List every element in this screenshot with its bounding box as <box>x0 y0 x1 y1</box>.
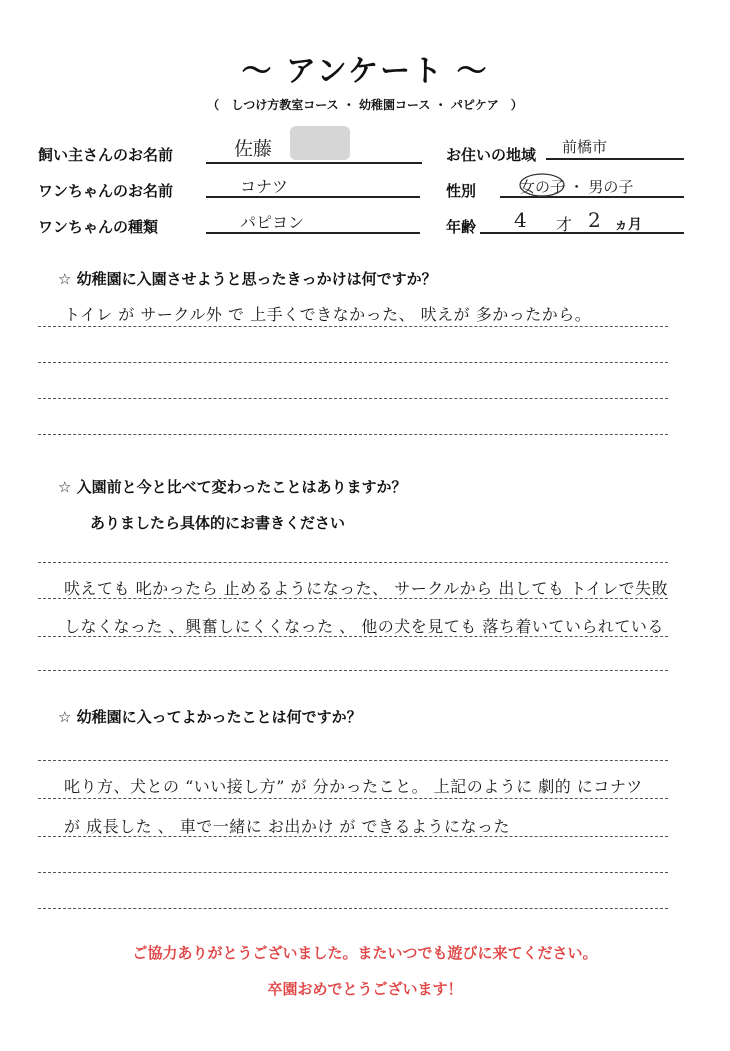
answer-line <box>38 398 668 399</box>
answer-line <box>38 562 668 563</box>
answer-3-line-1[interactable]: 叱り方、犬との “いい接し方” が 分かったこと。 上記のように 劇的 にコナツ <box>64 777 643 796</box>
area-label: お住いの地域 <box>446 146 537 164</box>
redacted-mark <box>290 126 350 160</box>
gender-circle-mark <box>518 172 566 198</box>
breed-line <box>206 232 420 234</box>
age-years-value[interactable]: 4 <box>514 208 527 232</box>
answer-line <box>38 670 668 671</box>
gender-value[interactable]: 女の子 ・ 男の子 <box>520 179 634 196</box>
answer-line <box>38 636 668 637</box>
thanks-message: ご協力ありがとうございました。またいつでも遊びに来てください。 <box>132 944 598 962</box>
breed-value[interactable]: パピヨン <box>240 213 305 232</box>
answer-line <box>38 836 668 837</box>
answer-line <box>38 326 668 327</box>
answer-line <box>38 434 668 435</box>
age-label: 年齢 <box>446 218 477 236</box>
question-3: ☆ 幼稚園に入ってよかったことは何ですか？ <box>58 708 362 726</box>
answer-line <box>38 362 668 363</box>
age-years-unit: 才 <box>556 215 573 234</box>
question-1: ☆ 幼稚園に入園させようと思ったきっかけは何ですか？ <box>58 270 437 288</box>
dog-name-label: ワンちゃんのお名前 <box>38 182 174 200</box>
course-options: （ しつけ方教室コース ・ 幼稚園コース ・ パピケア ） <box>207 98 523 112</box>
owner-name-line <box>206 162 422 164</box>
age-line <box>480 232 684 234</box>
answer-3-line-2[interactable]: が 成長した 、 車で一緒に お出かけ が できるようになった <box>64 817 511 836</box>
age-months-value[interactable]: 2 <box>588 208 601 232</box>
survey-title: 〜 アンケート 〜 <box>241 54 489 89</box>
answer-2-line-2[interactable]: しなくなった 、興奮しにくくなった 、 他の犬を見ても 落ち着いていられている <box>64 617 664 636</box>
answer-line <box>38 872 668 873</box>
answer-1-line-1[interactable]: トイレ が サークル外 で 上手くできなかった、 吠えが 多かったから。 <box>64 305 592 324</box>
owner-name-value[interactable]: 佐藤 <box>234 138 273 160</box>
answer-2-line-1[interactable]: 吠えても 叱かったら 止めるようになった、 サークルから 出しても トイレで失敗 <box>64 579 669 598</box>
owner-name-label: 飼い主さんのお名前 <box>38 146 174 164</box>
answer-line <box>38 598 668 599</box>
area-value[interactable]: 前橋市 <box>562 138 608 156</box>
question-2-subtext: ありましたら具体的にお書きください <box>90 514 346 532</box>
answer-line <box>38 798 668 799</box>
age-months-unit: ヵ月 <box>614 216 642 232</box>
gender-label: 性別 <box>446 182 477 200</box>
question-2: ☆ 入園前と今と比べて変わったことはありますか？ <box>58 478 407 496</box>
breed-label: ワンちゃんの種類 <box>38 218 159 236</box>
dog-name-value[interactable]: コナツ <box>240 177 288 196</box>
area-line <box>546 158 684 160</box>
congrats-message: 卒園おめでとうございます！ <box>267 980 463 998</box>
dog-name-line <box>206 196 420 198</box>
answer-line <box>38 908 668 909</box>
answer-line <box>38 760 668 761</box>
